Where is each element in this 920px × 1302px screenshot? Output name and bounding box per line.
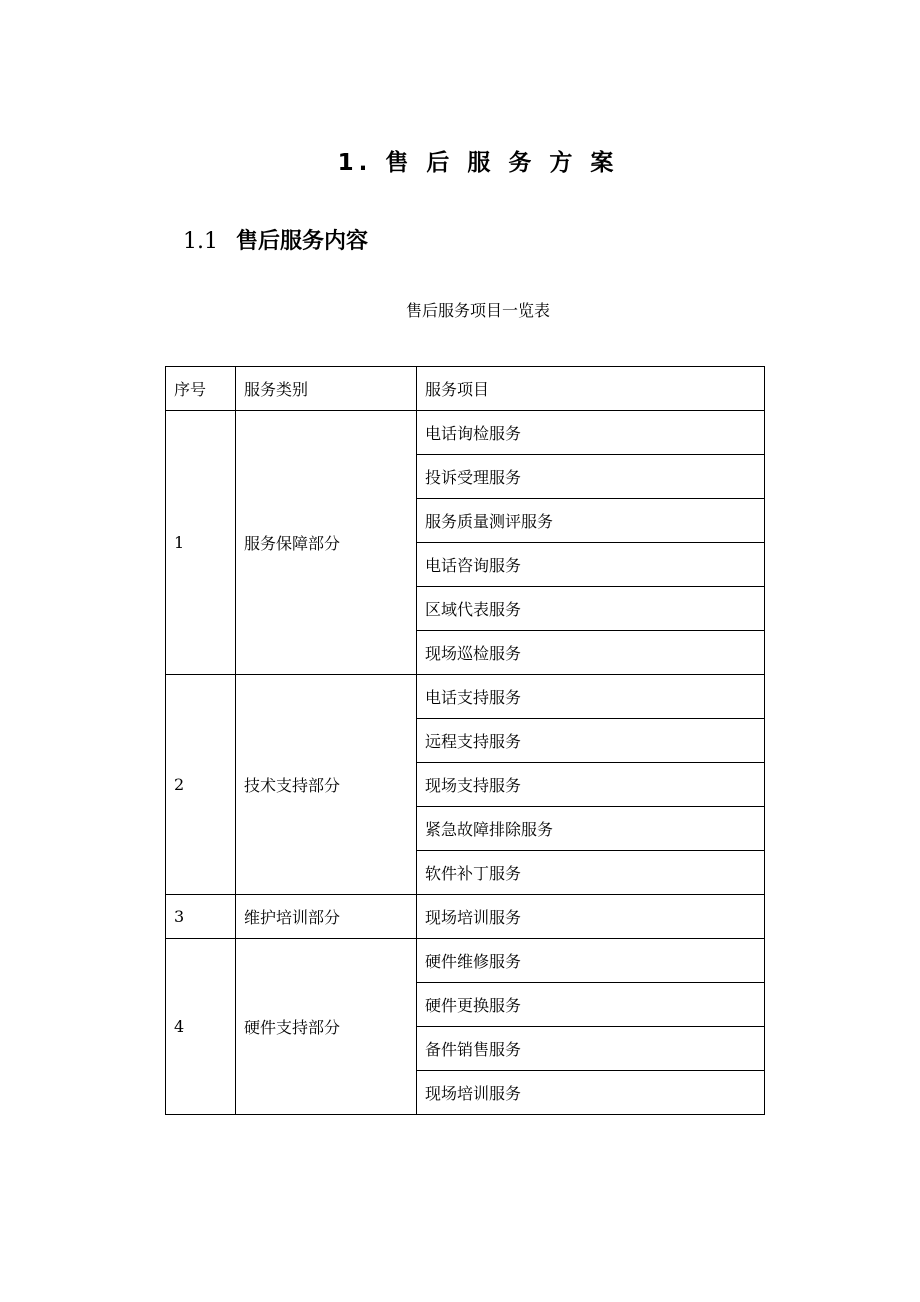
- header-cell-no: 序号: [166, 367, 236, 411]
- service-item-cell: 电话咨询服务: [417, 543, 765, 587]
- service-item-cell: 硬件更换服务: [417, 983, 765, 1027]
- service-items-table: [165, 366, 765, 1115]
- row-no-cell: 2: [166, 675, 236, 895]
- header-cell-category: 服务类别: [236, 367, 417, 411]
- service-item-cell: 软件补丁服务: [417, 851, 765, 895]
- service-item-cell: 服务质量测评服务: [417, 499, 765, 543]
- service-item-cell: 电话询检服务: [417, 411, 765, 455]
- category-cell: 服务保障部分: [236, 411, 417, 675]
- section-number: 1.1: [183, 229, 218, 254]
- service-item-cell: 现场支持服务: [417, 763, 765, 807]
- service-item-cell: 现场培训服务: [417, 895, 765, 939]
- category-cell: 技术支持部分: [236, 675, 417, 895]
- row-no-cell: 4: [166, 939, 236, 1115]
- category-cell: 硬件支持部分: [236, 939, 417, 1115]
- section-heading: [183, 224, 368, 260]
- service-item-cell: 投诉受理服务: [417, 455, 765, 499]
- table-row: [166, 895, 765, 939]
- table-row: [166, 411, 765, 455]
- category-cell: 维护培训部分: [236, 895, 417, 939]
- table-row: [166, 939, 765, 983]
- header-cell-item: 服务项目: [417, 367, 765, 411]
- table-header-row: [166, 367, 765, 411]
- service-item-cell: 备件销售服务: [417, 1027, 765, 1071]
- page-title: 1. 售 后 服 务 方 案: [337, 150, 619, 176]
- table-row: [166, 675, 765, 719]
- service-item-cell: 硬件维修服务: [417, 939, 765, 983]
- service-item-cell: 现场巡检服务: [417, 631, 765, 675]
- service-item-cell: 远程支持服务: [417, 719, 765, 763]
- service-item-cell: 区域代表服务: [417, 587, 765, 631]
- service-item-cell: 电话支持服务: [417, 675, 765, 719]
- row-no-cell: 1: [166, 411, 236, 675]
- service-item-cell: 紧急故障排除服务: [417, 807, 765, 851]
- section-title: 售后服务内容: [236, 229, 369, 254]
- service-item-cell: 现场培训服务: [417, 1071, 765, 1115]
- table-caption: 售后服务项目一览表: [405, 301, 550, 320]
- row-no-cell: 3: [166, 895, 236, 939]
